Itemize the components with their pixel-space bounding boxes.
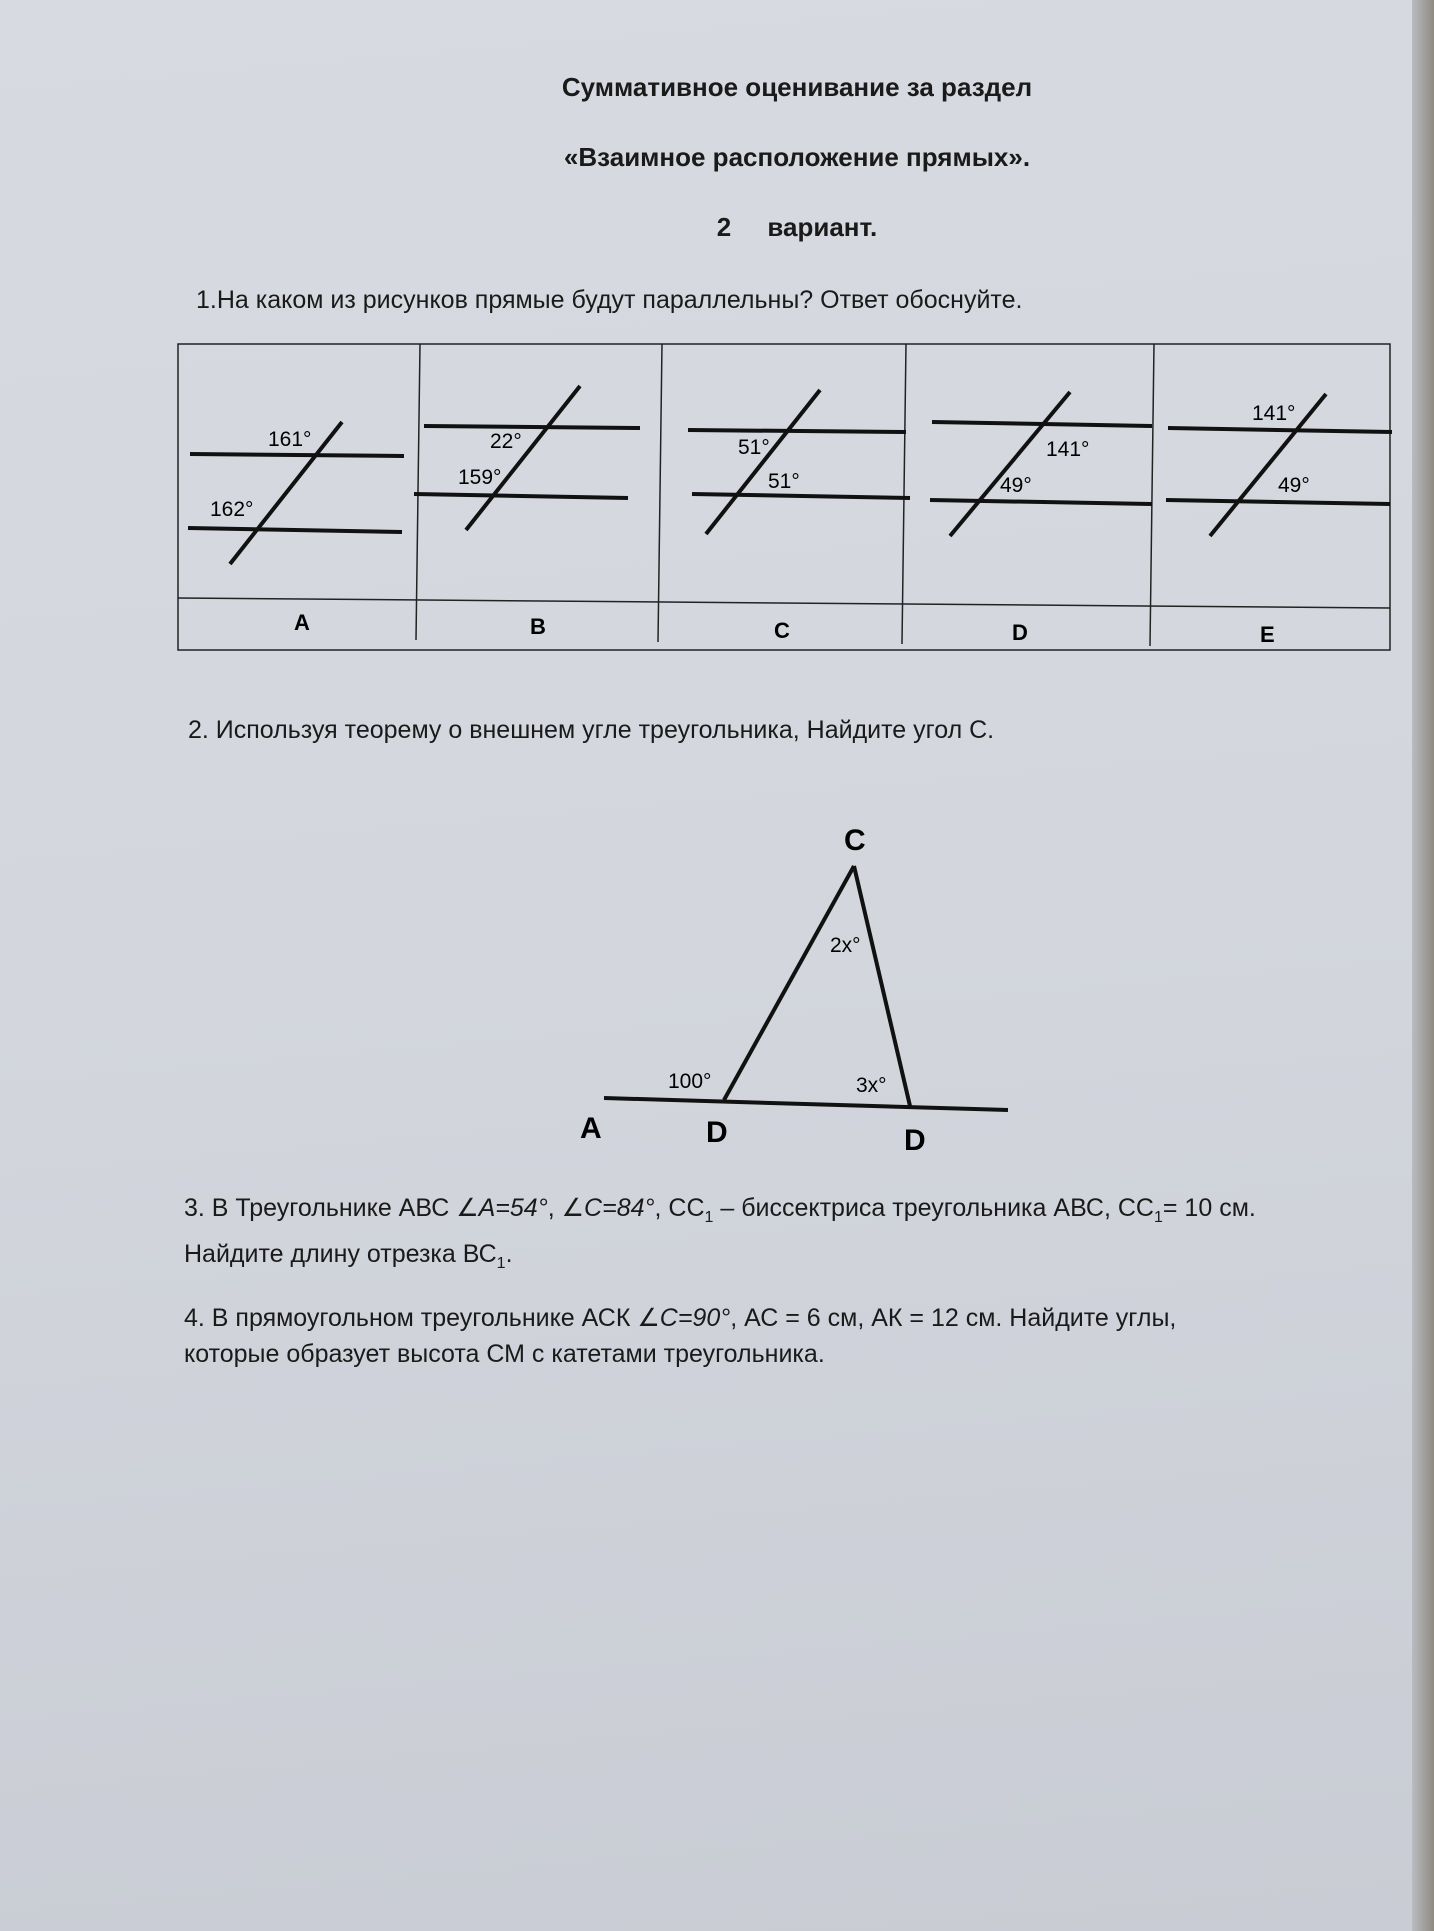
- side-dc: [724, 866, 854, 1100]
- task1-question: 1.На каком из рисунков прямые будут параллельны? Ответ обоснуйте.: [196, 286, 1023, 314]
- task4-part2: , АС = 6 см, АК = 12 см. Найдите углы,: [730, 1304, 1177, 1332]
- figure-d-lines: [930, 392, 1152, 536]
- task3-sub1: 1: [704, 1209, 714, 1226]
- title-line-1: Суммативное оценивание за раздел: [561, 72, 1033, 102]
- figure-b-label: B: [530, 614, 546, 639]
- point-d2-label: D: [904, 1124, 926, 1157]
- title-line-2: «Взаимное расположение прямых».: [563, 142, 1031, 172]
- figure-c-angle-bottom: 51°: [768, 470, 800, 493]
- label-row-divider: [178, 598, 1390, 608]
- task4-line2: которые образует высота СМ с катетами треугольника.: [184, 1340, 825, 1368]
- column-divider-2: [658, 344, 662, 642]
- point-a-label: A: [580, 1112, 602, 1145]
- figure-c-angle-top: 51°: [738, 436, 770, 459]
- figure-b-lines: [414, 386, 640, 530]
- figure-e-angle-top: 141°: [1252, 402, 1296, 425]
- column-divider-4: [1150, 344, 1154, 646]
- figure-e-label: E: [1260, 622, 1275, 647]
- task2-triangle-figure: [560, 808, 1020, 1168]
- side-cd: [854, 866, 910, 1106]
- figure-e-angle-bottom: 49°: [1278, 474, 1310, 497]
- task3-sub2: 1: [1153, 1209, 1163, 1226]
- figure-d-angle-bottom: 49°: [1000, 474, 1032, 497]
- figure-b-angle-bottom: 159°: [458, 466, 502, 489]
- task3-line2: Найдите длину отрезка ВС: [184, 1240, 497, 1268]
- figure-b-angle-top: 22°: [490, 430, 522, 453]
- task3-part1: 3. В Треугольнике АВС: [184, 1194, 457, 1222]
- task3-end: .: [505, 1240, 513, 1268]
- vertex-c-label: C: [844, 824, 866, 857]
- paper-edge-shadow: [1412, 0, 1434, 1931]
- figure-a-label: A: [294, 610, 310, 635]
- column-divider-1: [416, 344, 420, 640]
- variant-line: 2 вариант.: [716, 212, 878, 242]
- figure-d-angle-top: 141°: [1046, 438, 1090, 461]
- figure-d-label: D: [1012, 620, 1028, 645]
- figure-c-label: C: [774, 618, 790, 643]
- task3-part4: = 10 см.: [1162, 1194, 1256, 1222]
- task4-angle-c: ∠C=90°: [637, 1304, 731, 1332]
- base-line: [604, 1098, 1008, 1110]
- column-divider-3: [902, 344, 906, 644]
- figure-a-angle-bottom: 162°: [210, 498, 254, 521]
- angle-c-label: 2x°: [830, 934, 861, 957]
- figure-a-angle-top: 161°: [268, 428, 312, 451]
- point-d1-label: D: [706, 1116, 728, 1149]
- task4-text: [184, 1300, 1344, 1372]
- exterior-angle-label: 100°: [668, 1070, 712, 1093]
- task3-sub3: 1: [496, 1255, 506, 1272]
- task3-sep: ,: [547, 1194, 562, 1222]
- task3-part2: , СС: [654, 1194, 705, 1222]
- task4-part1: 4. В прямоугольном треугольнике АСК: [184, 1304, 638, 1332]
- task3-angle-a: ∠A=54°: [456, 1194, 548, 1222]
- task2-question: 2. Используя теорему о внешнем угле треугольника, Найдите угол С.: [188, 716, 995, 744]
- task1-figures-table: [170, 336, 1400, 662]
- figure-c-lines: [688, 390, 910, 534]
- task3-text: [184, 1190, 1344, 1282]
- angle-d-label: 3x°: [856, 1074, 887, 1097]
- task3-part3: – биссектриса треугольника АВС, СС: [713, 1194, 1154, 1222]
- task3-angle-c: ∠C=84°: [561, 1194, 655, 1222]
